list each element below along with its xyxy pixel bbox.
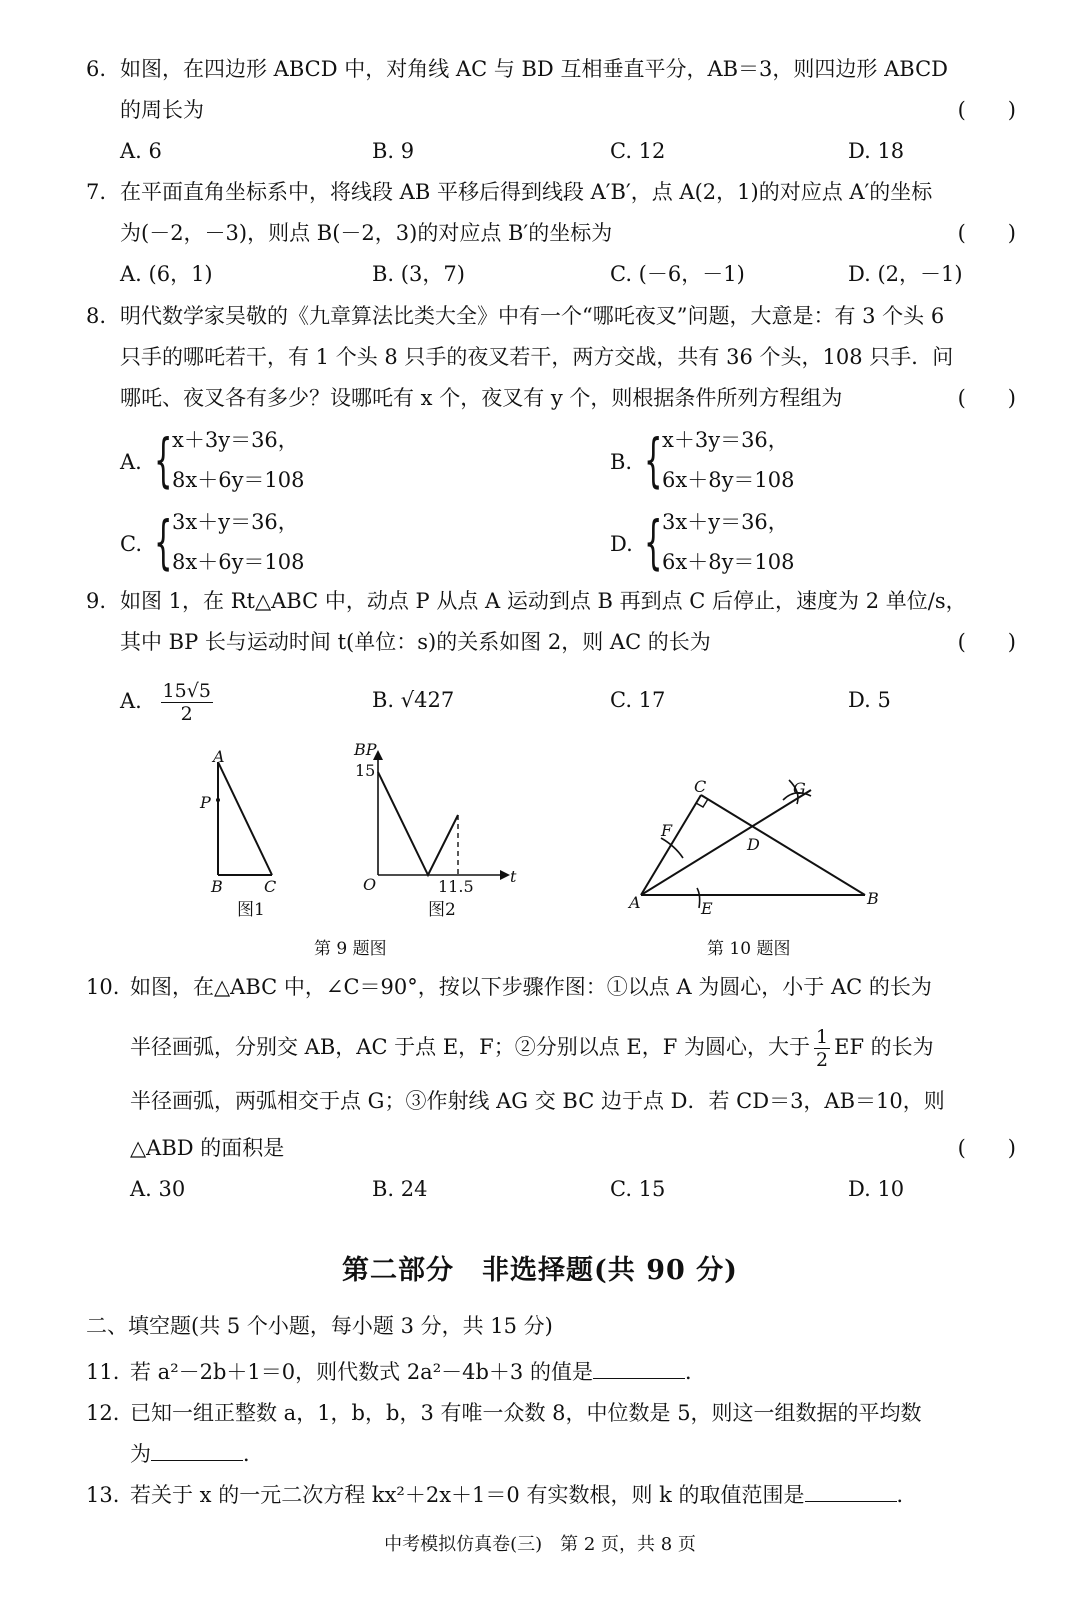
question-text: [130, 1352, 706, 1393]
question-number: 9.: [86, 589, 107, 613]
question-9: [86, 581, 1016, 663]
question-text: 半径画弧，两弧相交于点 G；③作射线 AG 交 BC 边于点 D．若 CD＝3，AB＝10，则: [130, 1089, 945, 1113]
label-11-5: 11.5: [438, 877, 474, 896]
question-6: [86, 49, 1016, 172]
segment-ac: [218, 762, 272, 875]
label-c: C: [694, 777, 707, 796]
graph-line: [378, 772, 458, 875]
option-c: C. 12: [610, 139, 666, 163]
option-a: A. 6: [120, 139, 162, 163]
option-label: A.: [120, 689, 142, 713]
equation: 3x＋y＝36，: [172, 510, 299, 534]
question-text: 如图，在四边形 ABCD 中，对角线 AC 与 BD 互相垂直平分，AB＝3，则四边形 ABCD: [120, 57, 948, 81]
option-a: A. 30: [130, 1177, 186, 1201]
question-text: 已知一组正整数 a，1，b，b，3 有唯一众数 8，中位数是 5，则这一组数据的平均数: [130, 1401, 922, 1425]
label-c: C: [264, 877, 277, 896]
brace: {: [644, 426, 663, 494]
question-13: [86, 1475, 1016, 1516]
label-a: A: [213, 747, 225, 766]
option-label: A.: [120, 450, 142, 474]
question-text: [130, 1020, 934, 1074]
option-d: D. (2，－1): [848, 262, 963, 286]
label-o: O: [363, 875, 377, 894]
option-c: C. 17: [610, 688, 666, 712]
option-b: B. 24: [372, 1177, 428, 1201]
text-part: 半径画弧，分别交 AB，AC 于点 E，F；②分别以点 E，F 为圆心，大于: [130, 1035, 811, 1059]
label-f: F: [661, 821, 673, 840]
question-text: 为(－2，－3)，则点 B(－2，3)的对应点 B′的坐标为: [120, 221, 613, 245]
label-b: B: [867, 889, 879, 908]
label-15: 15: [355, 761, 376, 780]
options: [86, 254, 1016, 295]
option-c: C. (－6，－1): [610, 262, 745, 286]
figure-9-caption: 第 9 题图: [314, 939, 387, 959]
equation: x＋3y＝36，: [662, 428, 789, 452]
brace: {: [154, 426, 173, 494]
label-b: B: [211, 877, 223, 896]
label-e: E: [701, 899, 713, 918]
answer-paren: ( ): [957, 630, 1016, 654]
option-a: A. (6，1): [120, 262, 213, 286]
section-title: 二、填空题(共 5 个小题，每小题 3 分，共 15 分): [86, 1314, 553, 1338]
arc-e: [697, 888, 700, 908]
option-d: D. 10: [848, 1177, 905, 1201]
figure-9: [180, 740, 540, 930]
figure-10-caption: 第 10 题图: [707, 939, 791, 959]
figure-10: [615, 770, 895, 920]
equation: 8x＋6y＝108: [172, 550, 305, 574]
question-9-options: [86, 672, 1016, 728]
question-8: [86, 296, 1016, 419]
text-part: EF 的长为: [834, 1035, 934, 1059]
point-p: [216, 798, 220, 802]
label-bp: BP: [354, 740, 377, 759]
text-part: ．: [896, 1483, 918, 1507]
text-part: 若 a²－2b＋1＝0，则代数式 2a²－4b＋3 的值是: [130, 1360, 593, 1384]
question-text: 如图，在△ABC 中，∠C＝90°，按以下步骤作图：①以点 A 为圆心，小于 AC 的长为: [130, 975, 932, 999]
question-text: 其中 BP 长与运动时间 t(单位：s)的关系如图 2，则 AC 的长为: [120, 630, 711, 654]
equation: 3x＋y＝36，: [662, 510, 789, 534]
fraction: [814, 1026, 830, 1071]
text-part: 为: [130, 1442, 151, 1466]
question-number: 6.: [86, 57, 107, 81]
question-7: [86, 172, 1016, 295]
question-number: 7.: [86, 180, 107, 204]
question-text: 明代数学家吴敬的《九章算法比类大全》中有一个“哪吒夜叉”问题，大意是：有 3 个头 6: [120, 304, 945, 328]
label-g: G: [793, 779, 806, 798]
figure-9-1: [199, 747, 276, 896]
answer-blank[interactable]: [593, 1352, 685, 1379]
figure-1-caption: 图1: [237, 900, 265, 920]
option-b: B. √427: [372, 688, 455, 712]
numerator: 1: [816, 1026, 829, 1048]
option-b: B. (3，7): [372, 262, 465, 286]
option-a: [120, 680, 213, 725]
question-text: 的周长为: [120, 98, 204, 122]
options: [86, 1169, 1016, 1210]
brace: {: [154, 508, 173, 576]
text-part: ．: [243, 1442, 264, 1466]
equation: x＋3y＝36，: [172, 428, 299, 452]
answer-paren: ( ): [957, 98, 1016, 122]
question-text: [130, 1475, 918, 1516]
segment-cb: [701, 795, 865, 895]
equation: 6x＋8y＝108: [662, 468, 795, 492]
question-text: 如图 1，在 Rt△ABC 中，动点 P 从点 A 运动到点 B 再到点 C 后停止，速度为 2 单位/s，: [120, 589, 967, 613]
option-label: C.: [120, 532, 142, 556]
answer-paren: ( ): [957, 1136, 1016, 1160]
equation: 8x＋6y＝108: [172, 468, 305, 492]
answer-blank[interactable]: [151, 1434, 243, 1461]
text-part: ．: [684, 1360, 706, 1384]
answer-paren: ( ): [957, 386, 1016, 410]
label-d: D: [747, 835, 760, 854]
question-11: [86, 1352, 1016, 1393]
option-c: C. 15: [610, 1177, 666, 1201]
question-text: 哪吒、夜叉各有多少？设哪吒有 x 个，夜叉有 y 个，则根据条件所列方程组为: [120, 386, 843, 410]
figure-9-2: [353, 740, 517, 896]
option-b: B. 9: [372, 139, 415, 163]
equation: 6x＋8y＝108: [662, 550, 795, 574]
answer-paren: ( ): [957, 221, 1016, 245]
numerator: 15√5: [162, 680, 211, 702]
question-number: 8.: [86, 304, 107, 328]
question-number: 13.: [86, 1483, 120, 1507]
figure-2-caption: 图2: [428, 900, 456, 920]
question-8-options: [86, 420, 1016, 590]
label-a: A: [629, 893, 641, 912]
question-12: [86, 1393, 1016, 1475]
options: [86, 131, 1016, 172]
question-number: 10.: [86, 975, 120, 999]
question-text: [130, 1434, 264, 1475]
fraction: [161, 680, 213, 725]
label-t: t: [510, 867, 517, 886]
brace: {: [644, 508, 663, 576]
ray-ag: [641, 790, 811, 895]
denominator: 2: [816, 1049, 829, 1071]
label-p: P: [200, 793, 211, 812]
x-axis-arrow: [500, 870, 510, 880]
question-10: [86, 966, 1016, 1210]
question-number: 12.: [86, 1401, 120, 1425]
answer-blank[interactable]: [805, 1475, 897, 1502]
question-number: 11.: [86, 1360, 120, 1384]
option-label: B.: [610, 450, 633, 474]
question-text: 只手的哪吒若干，有 1 个头 8 只手的夜叉若干，两方交战，共有 36 个头，108 只手．问: [120, 345, 954, 369]
option-d: D. 18: [848, 139, 905, 163]
question-text: 在平面直角坐标系中，将线段 AB 平移后得到线段 A′B′，点 A(2，1)的对应点 A′的坐标: [120, 180, 933, 204]
page-footer: 中考模拟仿真卷(三) 第 2 页，共 8 页: [384, 1534, 696, 1555]
option-label: D.: [610, 532, 633, 556]
option-d: D. 5: [848, 688, 891, 712]
question-text: △ABD 的面积是: [130, 1136, 285, 1160]
denominator: 2: [180, 703, 193, 725]
part-2-title: 第二部分 非选择题(共 90 分): [342, 1255, 738, 1286]
text-part: 若关于 x 的一元二次方程 kx²＋2x＋1＝0 有实数根，则 k 的取值范围是: [130, 1483, 805, 1507]
